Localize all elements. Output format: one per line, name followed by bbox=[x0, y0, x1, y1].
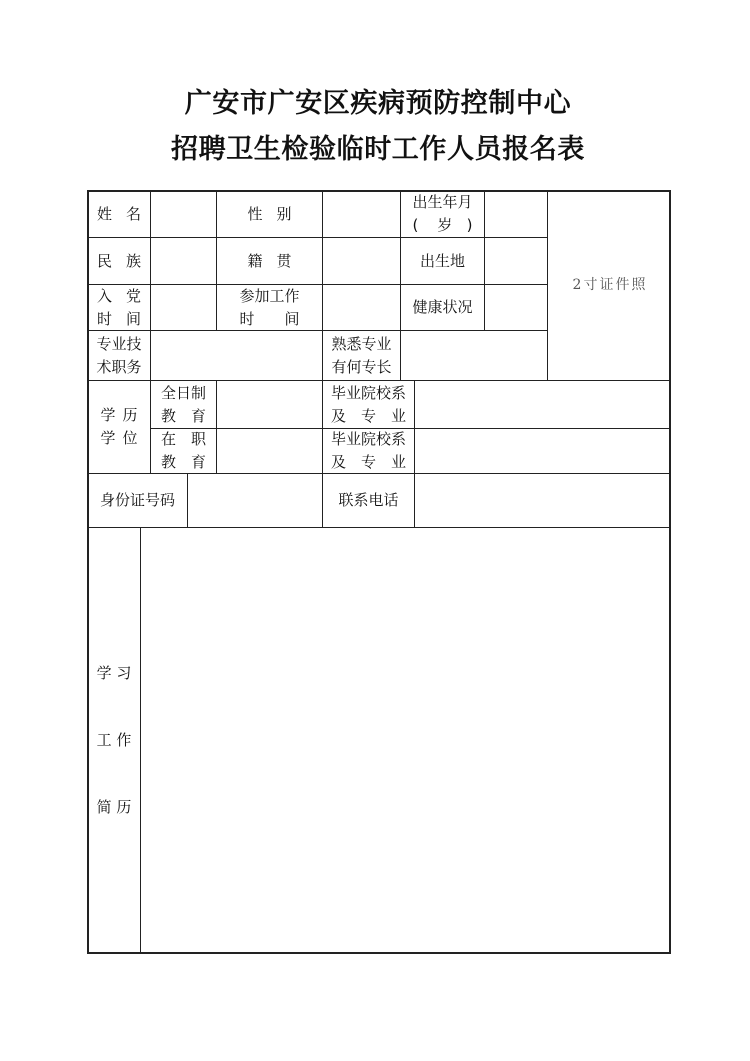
birthplace-field[interactable] bbox=[484, 237, 548, 285]
full-time-education-label: 教 育 bbox=[161, 406, 206, 425]
name-field[interactable] bbox=[150, 190, 217, 238]
full-time-school-label: 毕业院校系 bbox=[330, 383, 406, 402]
resume-label-work: 工 作 bbox=[96, 731, 132, 749]
form-title-line2: 招聘卫生检验临时工作人员报名表 bbox=[171, 134, 585, 165]
work-start-label: 参加工作 bbox=[239, 286, 300, 305]
full-time-major-label: 及 专 业 bbox=[331, 406, 406, 425]
gender-label: 性 别 bbox=[247, 204, 292, 223]
in-service-education-label-cell bbox=[150, 428, 217, 474]
full-time-school-field[interactable] bbox=[414, 380, 671, 429]
photo-slot[interactable] bbox=[547, 190, 671, 381]
specialty-label-line2: 有何专长 bbox=[331, 357, 392, 376]
party-join-time-label: 时 间 bbox=[97, 309, 141, 328]
education-label-cell bbox=[87, 380, 151, 474]
education-label: 学 历 bbox=[100, 406, 138, 424]
ethnicity-label-cell bbox=[87, 237, 151, 285]
registration-form-table bbox=[87, 190, 671, 954]
health-status-label-cell bbox=[400, 284, 485, 331]
party-join-date-field[interactable] bbox=[150, 284, 217, 331]
full-time-education-label-cell bbox=[150, 380, 217, 429]
professional-title-label-cell bbox=[87, 330, 151, 381]
full-time-label: 全日制 bbox=[160, 383, 206, 402]
birthplace-label-cell bbox=[400, 237, 485, 285]
specialty-label-line1: 熟悉专业 bbox=[331, 334, 392, 353]
specialty-label-cell bbox=[322, 330, 401, 381]
degree-label: 学 位 bbox=[100, 429, 138, 447]
in-service-school-label: 毕业院校系 bbox=[330, 430, 406, 448]
work-start-time-label: 时 间 bbox=[239, 309, 300, 328]
phone-label-cell bbox=[322, 473, 415, 528]
id-number-field[interactable] bbox=[187, 473, 323, 528]
ethnicity-field[interactable] bbox=[150, 237, 217, 285]
resume-label-history: 简 历 bbox=[96, 798, 132, 816]
birth-date-field[interactable] bbox=[484, 190, 548, 238]
name-label-cell bbox=[87, 190, 151, 238]
in-service-major-label: 及 专 业 bbox=[331, 453, 406, 471]
professional-title-label-line2: 术职务 bbox=[96, 357, 142, 376]
gender-field[interactable] bbox=[322, 190, 401, 238]
native-place-field[interactable] bbox=[322, 237, 401, 285]
party-join-label: 入 党 bbox=[97, 286, 141, 305]
in-service-school-label-cell bbox=[322, 428, 415, 474]
in-service-label: 在 职 bbox=[161, 430, 206, 448]
ethnicity-label: 民 族 bbox=[97, 251, 141, 270]
resume-label-study: 学 习 bbox=[96, 664, 132, 682]
professional-title-label-line1: 专业技 bbox=[96, 334, 142, 353]
full-time-education-field[interactable] bbox=[216, 380, 323, 429]
health-status-field[interactable] bbox=[484, 284, 548, 331]
resume-label-cell bbox=[87, 527, 141, 954]
gender-label-cell bbox=[216, 190, 323, 238]
work-start-date-field[interactable] bbox=[322, 284, 401, 331]
birth-date-label-cell bbox=[400, 190, 485, 238]
in-service-school-field[interactable] bbox=[414, 428, 671, 474]
party-join-date-label-cell bbox=[87, 284, 151, 331]
health-status-label: 健康状况 bbox=[412, 298, 473, 316]
full-time-school-label-cell bbox=[322, 380, 415, 429]
in-service-education-field[interactable] bbox=[216, 428, 323, 474]
birth-date-label: 出生年月 bbox=[412, 193, 473, 211]
phone-label: 联系电话 bbox=[338, 491, 399, 509]
birthplace-label: 出生地 bbox=[419, 251, 465, 270]
photo-placeholder-label: 2寸证件照 bbox=[572, 277, 648, 293]
native-place-label: 籍 贯 bbox=[247, 251, 292, 270]
in-service-education-label: 教 育 bbox=[161, 453, 206, 471]
age-label: ( 岁) bbox=[412, 216, 473, 234]
id-number-label: 身份证号码 bbox=[99, 491, 175, 509]
professional-title-field[interactable] bbox=[150, 330, 323, 381]
work-start-date-label-cell bbox=[216, 284, 323, 331]
resume-field[interactable] bbox=[140, 527, 671, 954]
id-number-label-cell bbox=[87, 473, 188, 528]
phone-field[interactable] bbox=[414, 473, 671, 528]
form-title-line1: 广安市广安区疾病预防控制中心 bbox=[184, 88, 572, 119]
native-place-label-cell bbox=[216, 237, 323, 285]
specialty-field[interactable] bbox=[400, 330, 548, 381]
name-label: 姓 名 bbox=[97, 204, 141, 223]
